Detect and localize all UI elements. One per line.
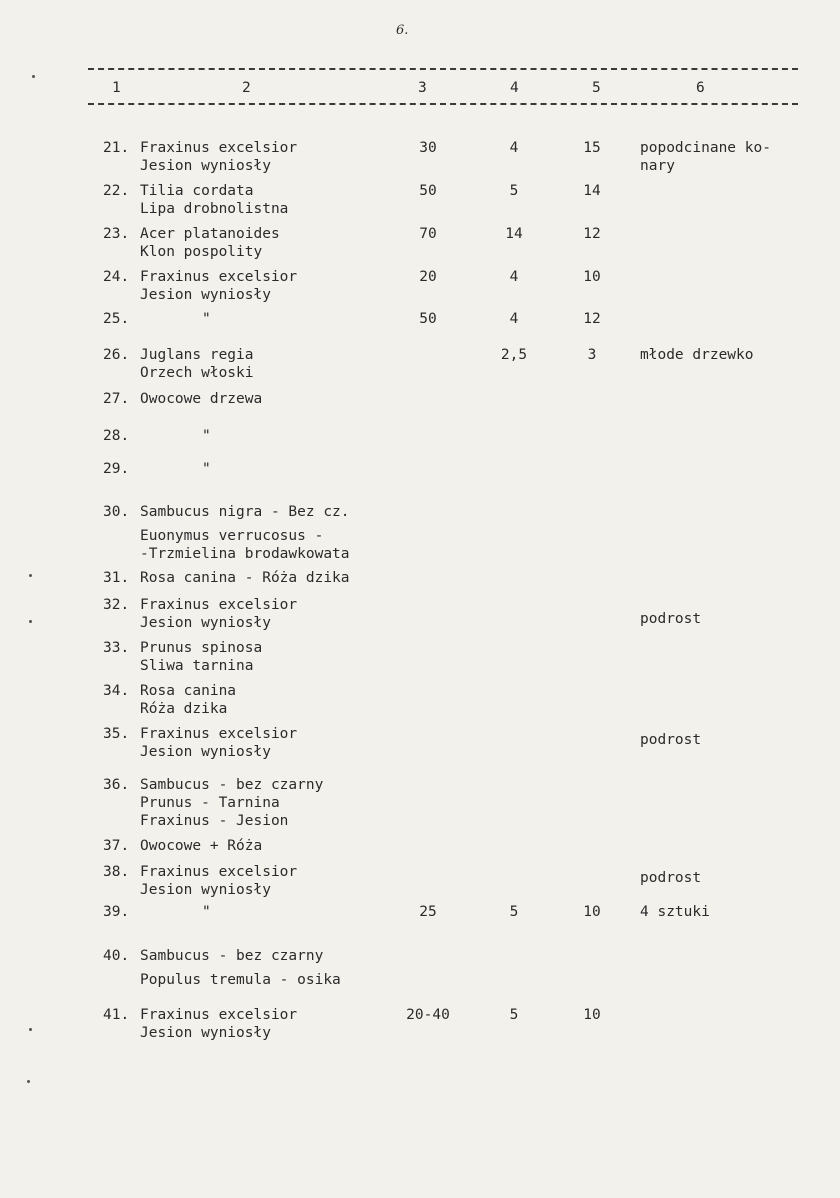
row-number: 40. <box>103 948 130 964</box>
value-col5: 12 <box>583 226 601 242</box>
row-number: 28. <box>103 428 130 444</box>
scan-speck <box>32 75 35 78</box>
scan-speck <box>29 574 32 577</box>
species-name-line2: Jesion wyniosły <box>140 615 271 631</box>
row-number: 25. <box>103 311 130 327</box>
species-name: Rosa canina <box>140 683 237 699</box>
species-name-line3: Fraxinus - Jesion <box>140 813 289 829</box>
species-name: Fraxinus excelsior <box>140 1007 298 1023</box>
value-col4: 5 <box>509 1007 519 1023</box>
row-number: 22. <box>103 183 130 199</box>
remarks: podrost <box>640 611 702 627</box>
value-col4: 4 <box>509 269 519 285</box>
column-header-5: 5 <box>592 80 601 96</box>
row-number: 27. <box>103 391 130 407</box>
species-name-line2: Klon pospolity <box>140 244 263 260</box>
value-col5: 12 <box>583 311 601 327</box>
species-name: Sambucus - bez czarny <box>140 948 324 964</box>
remarks-line2: nary <box>640 158 675 174</box>
value-col4: 4 <box>509 311 519 327</box>
value-col3: 50 <box>419 311 437 327</box>
value-col5: 14 <box>583 183 601 199</box>
value-col4: 2,5 <box>500 347 528 363</box>
remarks: 4 sztuki <box>640 904 710 920</box>
remarks: podrost <box>640 870 702 886</box>
species-name-line2: Populus tremula - osika <box>140 972 341 988</box>
species-name-line2: Róża dzika <box>140 701 228 717</box>
species-name-line2: Euonymus verrucosus - <box>140 528 324 544</box>
value-col5: 10 <box>583 1007 601 1023</box>
species-name: Acer platanoides <box>140 226 280 242</box>
value-col4: 5 <box>509 183 519 199</box>
header-bottom-rule <box>88 103 798 105</box>
species-name: Sambucus nigra - Bez cz. <box>140 504 350 520</box>
row-number: 26. <box>103 347 130 363</box>
row-number: 35. <box>103 726 130 742</box>
row-number: 32. <box>103 597 130 613</box>
column-header-1: 1 <box>112 80 121 96</box>
remarks: młode drzewko <box>640 347 754 363</box>
species-name: " <box>202 461 211 477</box>
row-number: 37. <box>103 838 130 854</box>
species-name: " <box>202 904 211 920</box>
scan-speck <box>29 620 32 623</box>
species-name-line2: Orzech włoski <box>140 365 254 381</box>
species-name: Tilia cordata <box>140 183 254 199</box>
value-col5: 3 <box>587 347 597 363</box>
column-header-2: 2 <box>242 80 251 96</box>
species-name: Fraxinus excelsior <box>140 726 298 742</box>
species-name-line2: Jesion wyniosły <box>140 287 271 303</box>
row-number: 36. <box>103 777 130 793</box>
row-number: 41. <box>103 1007 130 1023</box>
scan-speck <box>27 1080 30 1083</box>
species-name: " <box>202 311 211 327</box>
value-col5: 15 <box>583 140 601 156</box>
row-number: 31. <box>103 570 130 586</box>
page-number: 6. <box>396 23 409 38</box>
row-number: 39. <box>103 904 130 920</box>
column-header-3: 3 <box>418 80 427 96</box>
species-name-line2: Sliwa tarnina <box>140 658 254 674</box>
species-name: Sambucus - bez czarny <box>140 777 324 793</box>
column-header-6: 6 <box>696 80 705 96</box>
species-name-line2: Lipa drobnolistna <box>140 201 289 217</box>
species-name: Owocowe drzewa <box>140 391 263 407</box>
row-number: 33. <box>103 640 130 656</box>
species-name: Rosa canina - Róża dzika <box>140 570 350 586</box>
value-col3: 30 <box>419 140 437 156</box>
header-top-rule <box>88 68 798 70</box>
species-name: " <box>202 428 211 444</box>
value-col3: 70 <box>419 226 437 242</box>
value-col5: 10 <box>583 269 601 285</box>
scan-speck <box>29 1028 32 1031</box>
value-col3: 25 <box>419 904 437 920</box>
row-number: 38. <box>103 864 130 880</box>
species-name: Fraxinus excelsior <box>140 864 298 880</box>
row-number: 29. <box>103 461 130 477</box>
value-col5: 10 <box>583 904 601 920</box>
species-name: Fraxinus excelsior <box>140 597 298 613</box>
column-header-4: 4 <box>510 80 519 96</box>
species-name: Fraxinus excelsior <box>140 269 298 285</box>
species-name-line2: Jesion wyniosły <box>140 882 271 898</box>
species-name: Prunus spinosa <box>140 640 263 656</box>
species-name-line2: Jesion wyniosły <box>140 158 271 174</box>
value-col3: 20 <box>419 269 437 285</box>
species-name: Owocowe + Róża <box>140 838 263 854</box>
species-name-line2: Jesion wyniosły <box>140 1025 271 1041</box>
value-col3: 20-40 <box>406 1007 450 1023</box>
row-number: 34. <box>103 683 130 699</box>
species-name: Juglans regia <box>140 347 254 363</box>
row-number: 23. <box>103 226 130 242</box>
row-number: 21. <box>103 140 130 156</box>
row-number: 24. <box>103 269 130 285</box>
remarks: podrost <box>640 732 702 748</box>
row-number: 30. <box>103 504 130 520</box>
value-col4: 14 <box>505 226 523 242</box>
species-name-line3: -Trzmielina brodawkowata <box>140 546 350 562</box>
species-name-line2: Prunus - Tarnina <box>140 795 280 811</box>
species-name: Fraxinus excelsior <box>140 140 298 156</box>
remarks: popodcinane ko- <box>640 140 771 156</box>
value-col3: 50 <box>419 183 437 199</box>
species-name-line2: Jesion wyniosły <box>140 744 271 760</box>
value-col4: 5 <box>509 904 519 920</box>
value-col4: 4 <box>509 140 519 156</box>
